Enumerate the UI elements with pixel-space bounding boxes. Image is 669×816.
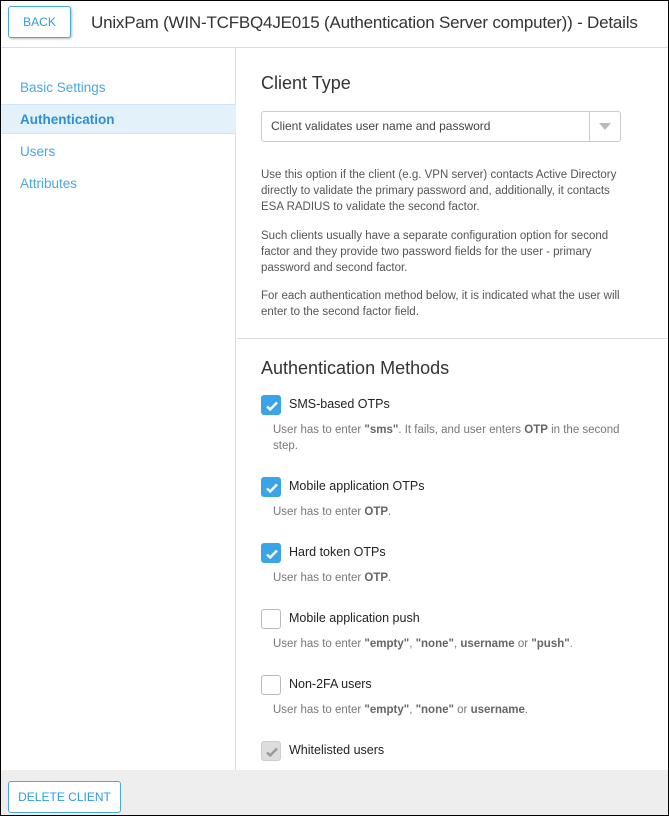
checkbox[interactable]: [261, 477, 281, 497]
description-segment: "push": [531, 638, 570, 650]
description-segment: ,: [409, 638, 416, 650]
checkbox: [261, 741, 281, 761]
auth-method-description: [273, 636, 633, 652]
client-type-select[interactable]: [261, 111, 621, 142]
description-segment: username: [470, 704, 525, 716]
auth-method-label[interactable]: Mobile application push: [289, 611, 420, 625]
divider: [237, 338, 668, 339]
description-segment: ,: [409, 704, 416, 716]
auth-method-label[interactable]: Whitelisted users: [289, 743, 385, 757]
checkbox[interactable]: [261, 395, 281, 415]
sidebar-item-users[interactable]: Users: [20, 144, 56, 159]
header: [1, 1, 668, 48]
description-segment: "none": [415, 704, 454, 716]
checkmark-icon: [264, 398, 280, 414]
description-segment: OTP: [524, 424, 548, 436]
description-segment: User has to enter: [273, 638, 365, 650]
auth-method-description: [273, 570, 633, 586]
description-segment: .: [524, 704, 529, 716]
auth-method-label[interactable]: Mobile application OTPs: [289, 479, 425, 493]
description-segment: .: [388, 506, 392, 518]
checkmark-icon: [264, 744, 280, 760]
description-segment: "empty": [364, 704, 410, 716]
page-title: UnixPam (WIN-TCFBQ4JE015 (Authentication Server computer)) - Details: [91, 13, 638, 32]
sidebar-item-basic-settings[interactable]: Basic Settings: [20, 80, 106, 95]
description-segment: or: [514, 638, 532, 650]
description-segment: User has to enter: [273, 704, 365, 716]
auth-method-label[interactable]: Non-2FA users: [289, 677, 372, 691]
auth-method-label[interactable]: Hard token OTPs: [289, 545, 386, 559]
client-type-heading: Client Type: [261, 73, 351, 93]
description-segment: User has to enter: [273, 572, 365, 584]
description-segment: "sms": [364, 424, 399, 436]
content-panel: [237, 48, 668, 770]
client-type-value: Client validates user name and password: [271, 119, 491, 133]
description-segment: .: [388, 572, 392, 584]
checkbox[interactable]: [261, 675, 281, 695]
checkbox[interactable]: [261, 543, 281, 563]
checkmark-icon: [264, 546, 280, 562]
auth-method-description: [273, 702, 633, 718]
description-segment: or: [453, 704, 471, 716]
description-segment: ,: [453, 638, 461, 650]
description-segment: .: [569, 638, 573, 650]
delete-client-button[interactable]: DELETE CLIENT: [8, 781, 121, 813]
auth-method-label[interactable]: SMS-based OTPs: [289, 397, 390, 411]
checkbox[interactable]: [261, 609, 281, 629]
description-segment: . It fails, and user enters: [398, 424, 525, 436]
description-segment: User has to enter: [273, 506, 365, 518]
info-paragraph: Such clients usually have a separate configuration option for second factor and they provide two password fields for the user - primary password and second factor.: [261, 230, 609, 274]
sidebar: [1, 48, 236, 770]
description-segment: username: [460, 638, 515, 650]
chevron-down-icon[interactable]: [589, 112, 620, 141]
description-segment: User has to enter: [273, 424, 365, 436]
auth-method-description: [273, 422, 633, 454]
auth-method-description: [273, 504, 633, 520]
info-paragraph: Use this option if the client (e.g. VPN server) contacts Active Directory directly to validate the primary password and, additionally, it contacts ESA RADIUS to validate the second factor.: [261, 169, 617, 213]
description-segment: OTP: [364, 572, 389, 584]
description-segment: "none": [415, 638, 454, 650]
auth-methods-heading: Authentication Methods: [261, 358, 450, 378]
info-paragraph: For each authentication method below, it is indicated what the user will enter to the second factor field.: [261, 290, 620, 318]
checkmark-icon: [264, 480, 280, 496]
description-segment: "empty": [364, 638, 410, 650]
sidebar-item-attributes[interactable]: Attributes: [20, 176, 78, 191]
footer: [1, 770, 668, 815]
description-segment: OTP: [364, 506, 389, 518]
description-segment: in the second step.: [273, 424, 620, 452]
back-button[interactable]: BACK: [8, 6, 71, 38]
sidebar-item-authentication[interactable]: Authentication: [1, 104, 236, 134]
